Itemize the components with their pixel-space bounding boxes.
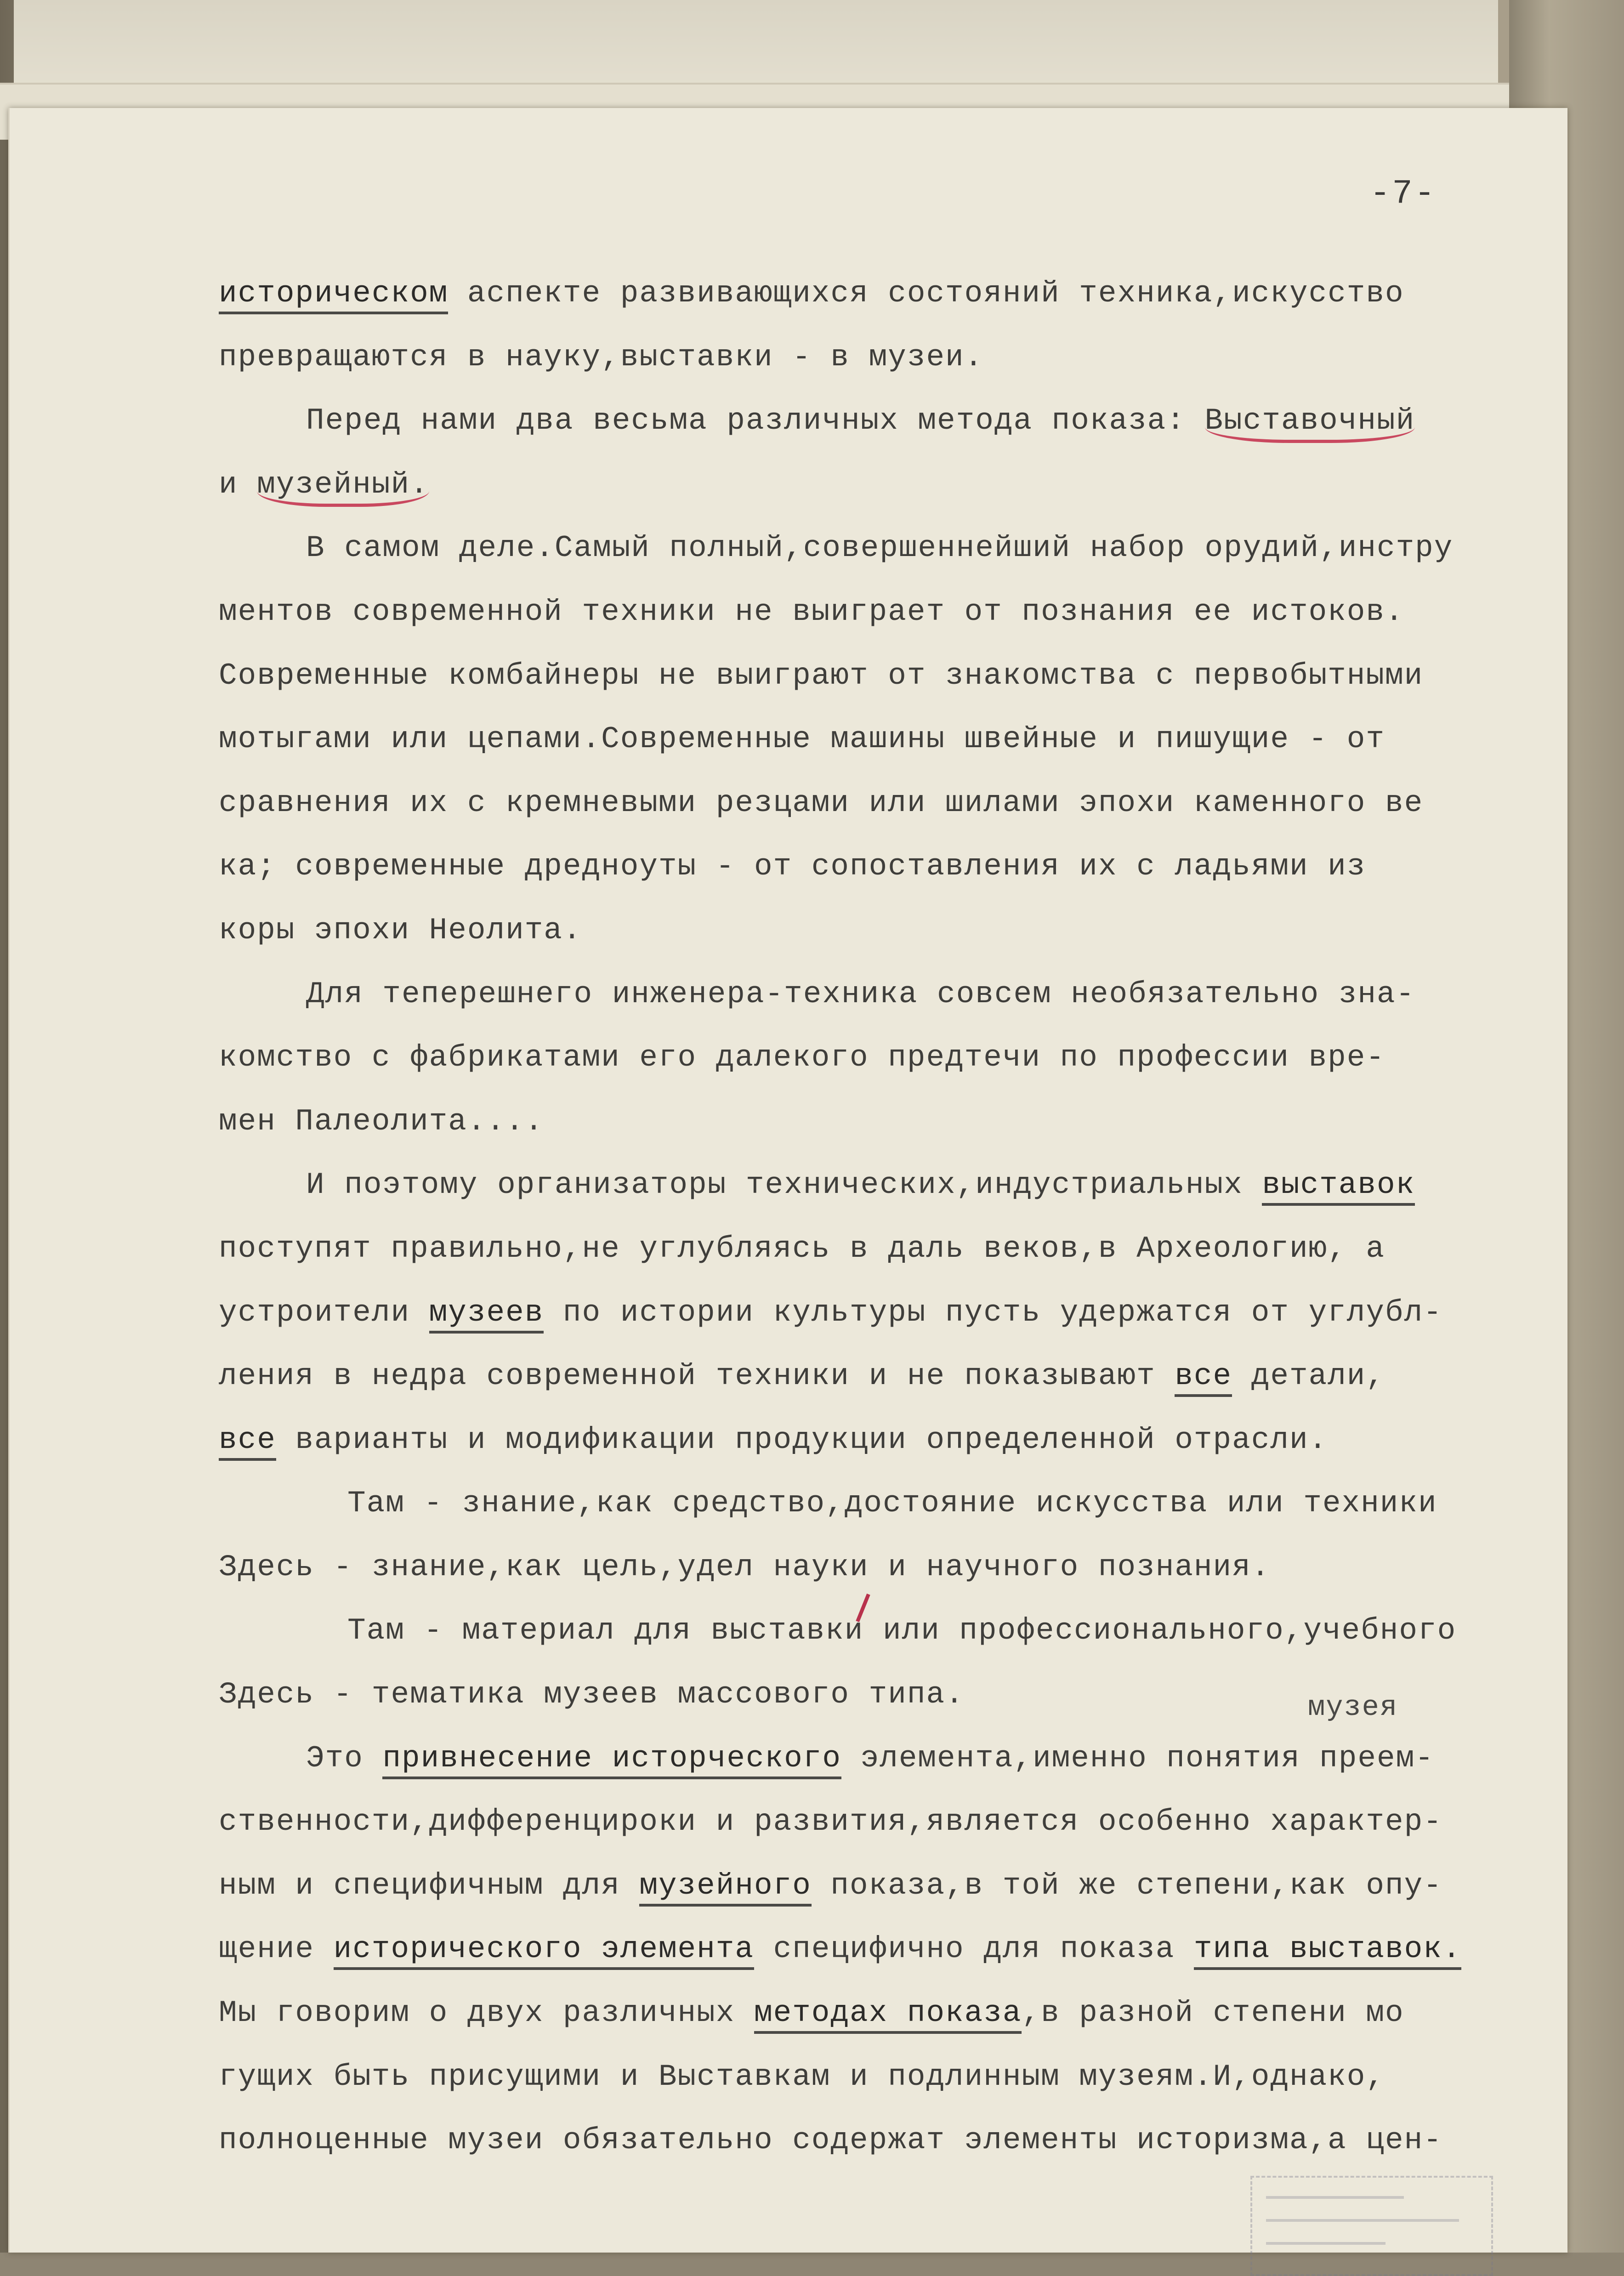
text-line — [219, 1918, 1551, 1981]
text-segment: Перед нами два весьма различных метода показа: — [306, 403, 1205, 438]
text-line — [219, 963, 1551, 1027]
text-segment: элемента,именно понятия преем- — [841, 1741, 1434, 1776]
text-line — [219, 772, 1551, 835]
underlined-word: музейный. — [257, 467, 429, 507]
underlined-word: музейного — [639, 1868, 811, 1907]
text-line — [219, 644, 1551, 708]
underlined-word: все — [219, 1423, 276, 1461]
text-segment: Здесь - знание,как цель,удел науки и научного познания. — [219, 1549, 1271, 1584]
underlined-word: историческом — [219, 276, 448, 314]
text-line — [219, 453, 1551, 517]
text-segment: ным и специфичным для — [219, 1868, 640, 1903]
text-segment: ,в разной степени мо — [1022, 1996, 1404, 2031]
text-segment: Современные комбайнеры не выиграют от знакомства с первобытными — [219, 658, 1424, 693]
text-line — [219, 1727, 1551, 1791]
text-segment: ментов современной техники не выиграет от познания ее истоков. — [219, 594, 1404, 629]
underlined-word: исторического элемента — [334, 1932, 754, 1970]
text-segment: превращаются в науку,выставки - в музеи. — [219, 340, 984, 375]
text-line — [219, 580, 1551, 644]
text-line — [219, 1408, 1551, 1472]
text-line — [219, 516, 1551, 580]
typed-text-body — [219, 262, 1551, 2173]
text-line — [219, 835, 1551, 899]
text-line — [219, 1281, 1551, 1345]
text-segment: Мы говорим о двух различных — [219, 1996, 754, 2031]
text-segment: коры эпохи Неолита. — [219, 913, 582, 948]
text-segment: комство с фабрикатами его далекого предтечи по профессии вре- — [219, 1040, 1385, 1075]
text-line — [219, 1026, 1551, 1090]
underlined-word: выставок — [1262, 1168, 1415, 1206]
text-segment: ственности,дифференцироки и развития,является особенно характер- — [219, 1805, 1442, 1839]
text-segment: В самом деле.Самый полный,совершеннейший набор орудий,инстру — [306, 531, 1454, 566]
text-segment: по истории культуры пусть удержатся от углубл- — [544, 1295, 1442, 1330]
underlined-word: музеев — [429, 1295, 544, 1334]
text-segment: показа,в той же степени,как опу- — [811, 1868, 1442, 1903]
text-segment: И поэтому организаторы технических,индустриальных — [306, 1168, 1262, 1203]
underlined-word: привнесение исторческого — [382, 1741, 841, 1779]
text-segment: мен Палеолита.... — [219, 1104, 544, 1139]
text-line — [219, 1981, 1551, 2045]
underlined-word: все — [1175, 1359, 1232, 1397]
underlined-word: Выставочный — [1205, 403, 1415, 443]
text-line — [219, 899, 1551, 963]
stamp-line — [1266, 2242, 1386, 2245]
text-segment: аспекте развивающихся состояний техника,искусство — [448, 276, 1404, 311]
archive-stamp — [1250, 2176, 1493, 2276]
text-line — [219, 1790, 1551, 1854]
text-segment: мотыгами или цепами.Современные машины швейные и пишущие - от — [219, 722, 1385, 757]
text-segment: поступят правильно,не углубляясь в даль веков,в Археологию, а — [219, 1231, 1385, 1266]
text-segment: Здесь - тематика музеев массового типа. — [219, 1677, 965, 1712]
text-line — [219, 389, 1551, 453]
underlined-word: типа выставок. — [1194, 1932, 1462, 1970]
text-line — [219, 262, 1551, 326]
text-segment: ления в недра современной техники и не показывают — [219, 1359, 1175, 1394]
page-number: -7- — [1370, 175, 1437, 213]
text-segment: ка; современные дредноуты - от сопоставления их с ладьями из — [219, 849, 1366, 884]
text-line — [219, 1536, 1551, 1600]
text-line — [219, 2045, 1551, 2109]
text-line — [219, 1090, 1551, 1154]
text-segment: и — [219, 467, 257, 502]
text-segment: варианты и модификации продукции определенной отрасли. — [276, 1422, 1328, 1457]
text-line — [219, 708, 1551, 772]
text-line — [219, 326, 1551, 390]
text-segment: гущих быть присущими и Выставкам и подлинным музеям.И,однако, — [219, 2059, 1385, 2094]
interlinear-note: музея — [1308, 1691, 1398, 1724]
text-line — [219, 1217, 1551, 1281]
text-segment: Для теперешнего инженера-техника совсем необязательно зна- — [306, 976, 1415, 1011]
text-segment: сравнения их с кремневыми резцами или шилами эпохи каменного ве — [219, 785, 1424, 820]
text-line — [219, 1854, 1551, 1918]
typed-page — [8, 108, 1567, 2253]
text-line — [219, 1599, 1551, 1663]
text-segment: Там - материал для выставки или профессионального,учебного — [347, 1613, 1457, 1648]
text-line — [219, 1472, 1551, 1536]
text-segment: Это — [306, 1741, 383, 1776]
text-segment: специфично для показа — [754, 1932, 1194, 1967]
text-segment: Там - знание,как средство,достояние искусства или техники — [347, 1486, 1437, 1521]
stamp-line — [1266, 2219, 1459, 2222]
text-segment: полноценные музеи обязательно содержат элементы историзма,а цен- — [219, 2123, 1442, 2158]
text-segment: щение — [219, 1932, 334, 1967]
underlined-word: методах показа — [754, 1996, 1022, 2034]
text-line — [219, 1153, 1551, 1217]
text-segment: устроители — [219, 1295, 429, 1330]
text-line — [219, 1345, 1551, 1408]
stamp-line — [1266, 2196, 1404, 2199]
text-line — [219, 2109, 1551, 2173]
text-segment: детали, — [1232, 1359, 1386, 1394]
